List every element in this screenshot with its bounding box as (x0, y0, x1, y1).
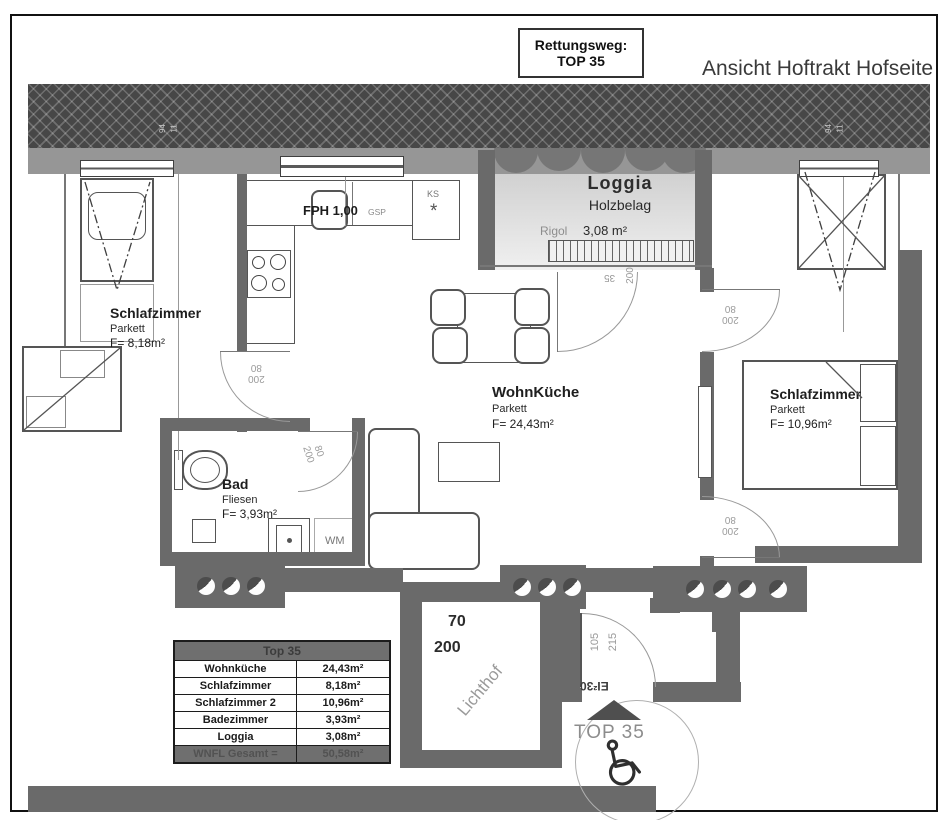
wall (283, 568, 403, 592)
wall (898, 250, 922, 550)
room-label-schlafzimmer-right (770, 386, 861, 432)
room-label-lichthof: Lichthof (453, 661, 507, 720)
closet-shelf (26, 396, 66, 428)
shaft-pipe (563, 578, 581, 596)
footer-value: 50,58m² (322, 748, 364, 760)
row-label: Loggia (175, 729, 297, 745)
closet-shelf (60, 350, 105, 378)
room-label-wohnkueche (492, 384, 579, 432)
door-dim: 200 (624, 267, 636, 284)
bath-sink (192, 519, 216, 543)
loggia-grate (548, 240, 694, 262)
door-dim: 80 (724, 303, 736, 314)
rettungsweg-box (518, 28, 644, 78)
door-leaf (557, 272, 558, 352)
entrance-door-size-a (589, 633, 601, 651)
dim-text: 11 (835, 124, 845, 133)
door-dim: 200 (300, 445, 316, 465)
loggia-rigol-label: Rigol (540, 224, 568, 238)
burner (251, 275, 267, 291)
door-size-left-bedroom (248, 362, 265, 384)
room-name: Bad (222, 476, 249, 492)
room-area: F= 10,96m² (770, 417, 832, 432)
wall (237, 174, 247, 352)
door-dim: 215 (607, 632, 620, 652)
dim-text: 94 (823, 124, 833, 133)
rettungsweg-line1: Rettungsweg: (534, 37, 628, 53)
door-dim: 200 (248, 373, 265, 384)
door-leaf (702, 289, 780, 290)
shaft-pipe (513, 578, 531, 596)
burner (272, 278, 285, 291)
window-right-bedroom (799, 160, 879, 177)
loggia-door-size (625, 267, 636, 284)
wall (160, 418, 172, 565)
room-name: WohnKüche (492, 384, 580, 401)
room-floor: Fliesen (222, 493, 258, 506)
room-label-schlafzimmer-left (110, 305, 201, 351)
room-name: Schlafzimmer (110, 305, 202, 321)
footer-label: WNFL Gesamt = (175, 746, 297, 762)
table-row (175, 728, 389, 745)
area-table (173, 640, 391, 764)
row-label: Badezimmer (175, 712, 297, 728)
wall (695, 150, 712, 270)
wall (478, 150, 495, 270)
chair (430, 289, 466, 326)
door-dim: 80 (250, 362, 262, 373)
shaft-pipe (769, 580, 787, 598)
room-area: F= 8,18m² (110, 336, 166, 351)
room-floor: Parkett (770, 403, 805, 416)
drain (287, 538, 292, 543)
entrance-arrow (587, 700, 641, 720)
kitchen-fph-label: FPH 1,00 (303, 203, 358, 218)
shaft-pipe (713, 580, 731, 598)
burner (252, 256, 265, 269)
door-leaf (298, 431, 358, 432)
loggia-floor-label: Holzbelag (588, 197, 652, 213)
wall (650, 598, 680, 613)
loggia-threshold (480, 265, 712, 267)
toilet-bowl (190, 457, 220, 483)
wall (653, 682, 741, 702)
wall (755, 546, 922, 563)
row-value: 8,18m² (325, 680, 361, 692)
chair (514, 327, 550, 364)
unit-label-top35: TOP 35 (574, 722, 645, 743)
shaft-pipe (222, 577, 240, 595)
door-dim: 80 (311, 444, 326, 459)
table-row (175, 660, 389, 677)
door-dim: 80 (724, 514, 736, 525)
bottom-wall-band (28, 786, 656, 812)
door-leaf-entrance (580, 613, 582, 687)
room-area: F= 24,43m² (492, 416, 554, 431)
view-title: Ansicht Hoftrakt Hofseite (702, 57, 934, 80)
loggia-door-size-2 (604, 272, 615, 283)
door-leaf (702, 557, 780, 558)
row-label: Wohnküche (175, 661, 297, 677)
row-label: Schlafzimmer (175, 678, 297, 694)
window-kitchen (280, 156, 404, 177)
table-row (175, 711, 389, 728)
fire-rating-label: EI²30 (580, 679, 609, 693)
wall (352, 418, 365, 431)
snowflake-icon: * (430, 201, 438, 222)
door-dim: 200 (722, 314, 739, 325)
dim-text: 94 (157, 124, 167, 133)
bed-right-pillow (860, 426, 896, 486)
kitchen-gsp-label: GSP (368, 207, 386, 217)
door-dim: 105 (589, 632, 602, 652)
washing-machine-label: WM (325, 535, 345, 547)
room-label-loggia: Loggia (587, 173, 653, 193)
loggia-area-label: 3,08 m² (583, 223, 628, 238)
entrance-door-size-b (607, 633, 619, 651)
door-dim: 200 (722, 525, 739, 536)
row-value: 3,93m² (325, 714, 361, 726)
facade-hatch-band (28, 84, 930, 148)
row-label: Schlafzimmer 2 (175, 695, 297, 711)
door-size-right-bottom (722, 514, 739, 536)
row-value: 10,96m² (322, 697, 364, 709)
lichthof-dim2: 200 (434, 639, 461, 656)
shaft-pipe (538, 578, 556, 596)
room-floor: Parkett (492, 402, 527, 415)
table-footer-row (175, 745, 389, 762)
chair (432, 327, 468, 364)
door-size-right-top (722, 303, 739, 325)
stove (247, 250, 291, 298)
row-value: 24,43m² (322, 663, 364, 675)
wall (560, 598, 580, 688)
dim-text: 11 (169, 124, 179, 133)
door-dim: 35 (604, 272, 616, 283)
bed-right-pillow (860, 364, 896, 422)
room-area: F= 3,93m² (222, 507, 278, 522)
door-leaf (220, 351, 290, 352)
wardrobe-right (797, 174, 886, 270)
shaft-pipe (686, 580, 704, 598)
wall (716, 598, 740, 684)
kitchen-ks-label: KS (427, 189, 440, 199)
table-row (175, 694, 389, 711)
room-floor: Parkett (110, 322, 145, 335)
lichthof-dim1: 70 (448, 613, 466, 630)
window-left-bedroom (80, 160, 174, 177)
wall (586, 568, 653, 592)
area-table-title: Top 35 (175, 642, 389, 660)
wall (560, 688, 582, 702)
burner (270, 254, 286, 270)
shaft-pipe (738, 580, 756, 598)
shaft-pipe (197, 577, 215, 595)
room-outline (898, 174, 900, 252)
room-name: Schlafzimmer (770, 386, 862, 402)
chair (514, 288, 550, 326)
bed-left-pillow (88, 192, 146, 240)
row-value: 3,08m² (325, 731, 361, 743)
coffee-table (438, 442, 500, 482)
room-label-bad (222, 476, 277, 522)
table-row (175, 677, 389, 694)
radiator (698, 386, 712, 478)
shaft-pipe (247, 577, 265, 595)
wheelchair-icon (593, 731, 655, 793)
sofa-bottom-part (368, 512, 480, 570)
rettungsweg-line2: TOP 35 (557, 53, 605, 69)
